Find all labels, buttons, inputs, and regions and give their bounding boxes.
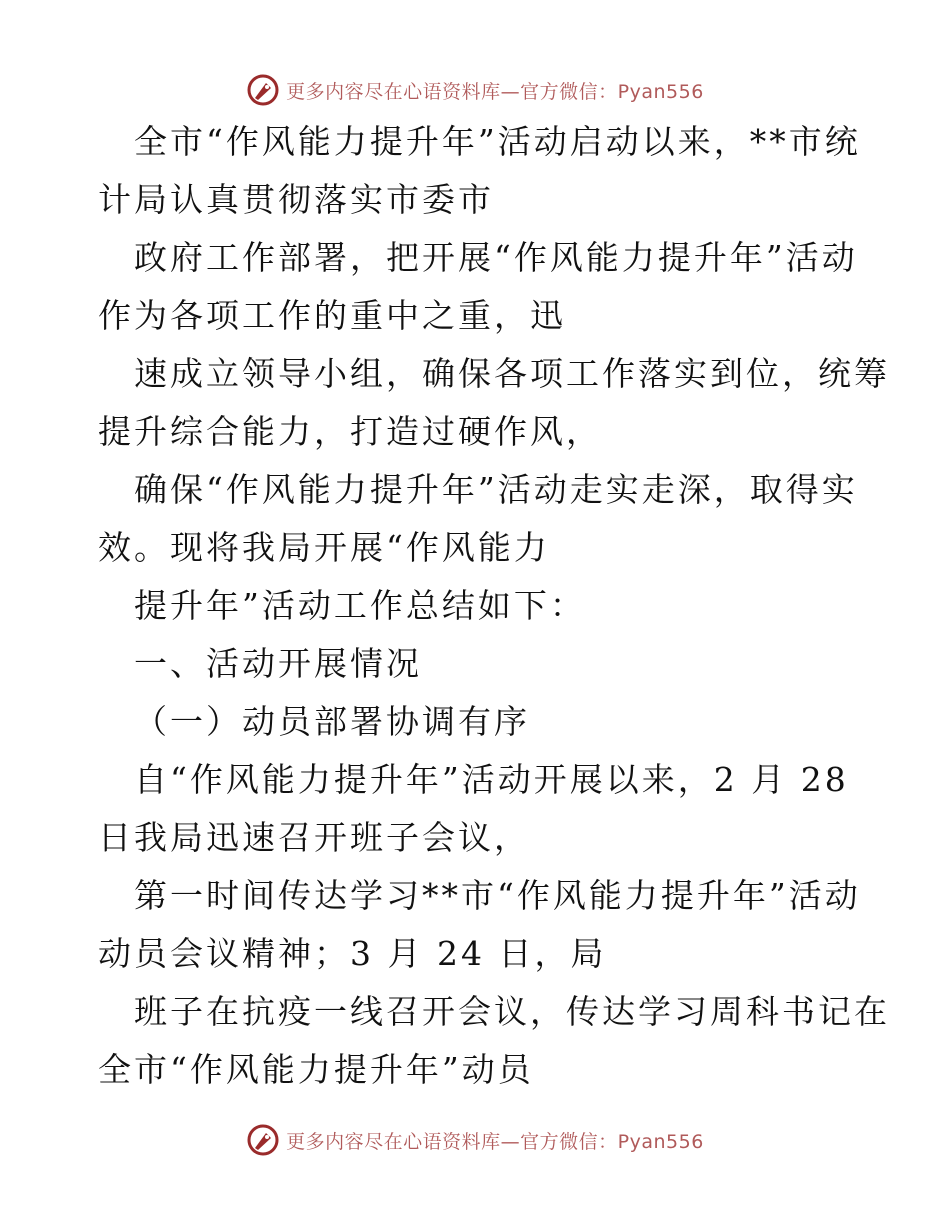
paragraph-line: 效。现将我局开展“作风能力	[98, 528, 550, 567]
paragraph-line: 速成立领导小组，确保各项工作落实到位，统筹	[134, 354, 890, 393]
paragraph-line: 全市“作风能力提升年”动员	[98, 1050, 534, 1089]
paragraph-line: 动员会议精神；3 月 24 日，局	[98, 934, 607, 973]
footer-banner-text: 更多内容尽在心语资料库—官方微信：Pyan556	[286, 1130, 704, 1153]
pen-nib-logo-icon	[246, 1123, 280, 1157]
pen-nib-logo-icon	[246, 73, 280, 107]
paragraph-line: 作为各项工作的重中之重，迅	[98, 296, 566, 335]
footer-banner	[0, 1120, 950, 1160]
paragraph-line: 全市“作风能力提升年”活动启动以来，**市统	[134, 122, 861, 161]
paragraph-line: 提升年”活动工作总结如下：	[134, 586, 586, 625]
paragraph-line: 日我局迅速召开班子会议，	[98, 818, 530, 857]
paragraph-line: 提升综合能力，打造过硬作风，	[98, 412, 602, 451]
paragraph-line: 自“作风能力提升年”活动开展以来，2 月 28	[134, 760, 849, 799]
section-heading: 一、活动开展情况	[134, 644, 422, 683]
paragraph-line: 第一时间传达学习**市“作风能力提升年”活动	[134, 876, 861, 915]
paragraph-line: 政府工作部署，把开展“作风能力提升年”活动	[134, 238, 858, 277]
header-banner	[0, 70, 950, 110]
paragraph-line: 班子在抗疫一线召开会议，传达学习周科书记在	[134, 992, 890, 1031]
paragraph-line: 确保“作风能力提升年”活动走实走深，取得实	[134, 470, 858, 509]
subsection-heading: （一）动员部署协调有序	[134, 702, 530, 741]
paragraph-line: 计局认真贯彻落实市委市	[98, 180, 494, 219]
header-banner-text: 更多内容尽在心语资料库—官方微信：Pyan556	[286, 80, 704, 103]
